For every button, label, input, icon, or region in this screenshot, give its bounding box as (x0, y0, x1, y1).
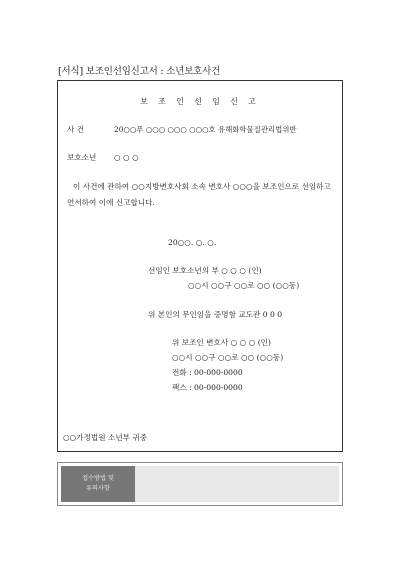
case-label: 사 건 (67, 125, 85, 134)
appointer-line: 선임인 보호소년의 부 ○ ○ ○ (인) (148, 266, 262, 275)
assistant-address: ○○시 ○○구 ○○로 ○○ (○○동) (172, 353, 284, 362)
document-frame (57, 80, 343, 452)
juvenile-name: ○ ○ ○ (114, 153, 139, 162)
document-title: 보 조 인 선 임 신 고 (140, 97, 260, 106)
case-value: 20○○푸 ○○○ ○○○ ○○○호 유해화학물질관리법위반 (114, 125, 297, 134)
assistant-line: 위 보조인 변호사 ○ ○ ○ (인) (172, 338, 271, 347)
form-label: [서식] 보조인선임신고서 : 소년보호사건 (58, 66, 221, 77)
document-date: 20○○. ○. ○. (168, 238, 217, 247)
assistant-fax: 팩스 : 00-000-0000 (172, 383, 243, 392)
filing-notes-label-line1: 접수방법 및 (82, 475, 114, 482)
assistant-phone: 전화 : 00-000-0000 (172, 368, 243, 377)
appointer-address: ○○시 ○○구 ○○로 ○○ (○○동) (188, 281, 300, 290)
juvenile-label: 보호소년 (67, 153, 97, 162)
filing-notes-label (61, 466, 135, 502)
filing-notes-box (57, 462, 343, 506)
addressee: ○○가정법원 소년부 귀중 (63, 433, 148, 442)
filing-notes-label-line2: 유의사항 (86, 485, 110, 492)
seal-verification-line: 위 본인의 무인임을 증명함 교도관 0 0 0 (148, 310, 283, 319)
notice-body: 이 사건에 관하여 ○○지방변호사회 소속 변호사 ○○○을 보조인으로 선임하고 연서하여 이에 신고합니다. (67, 182, 331, 207)
